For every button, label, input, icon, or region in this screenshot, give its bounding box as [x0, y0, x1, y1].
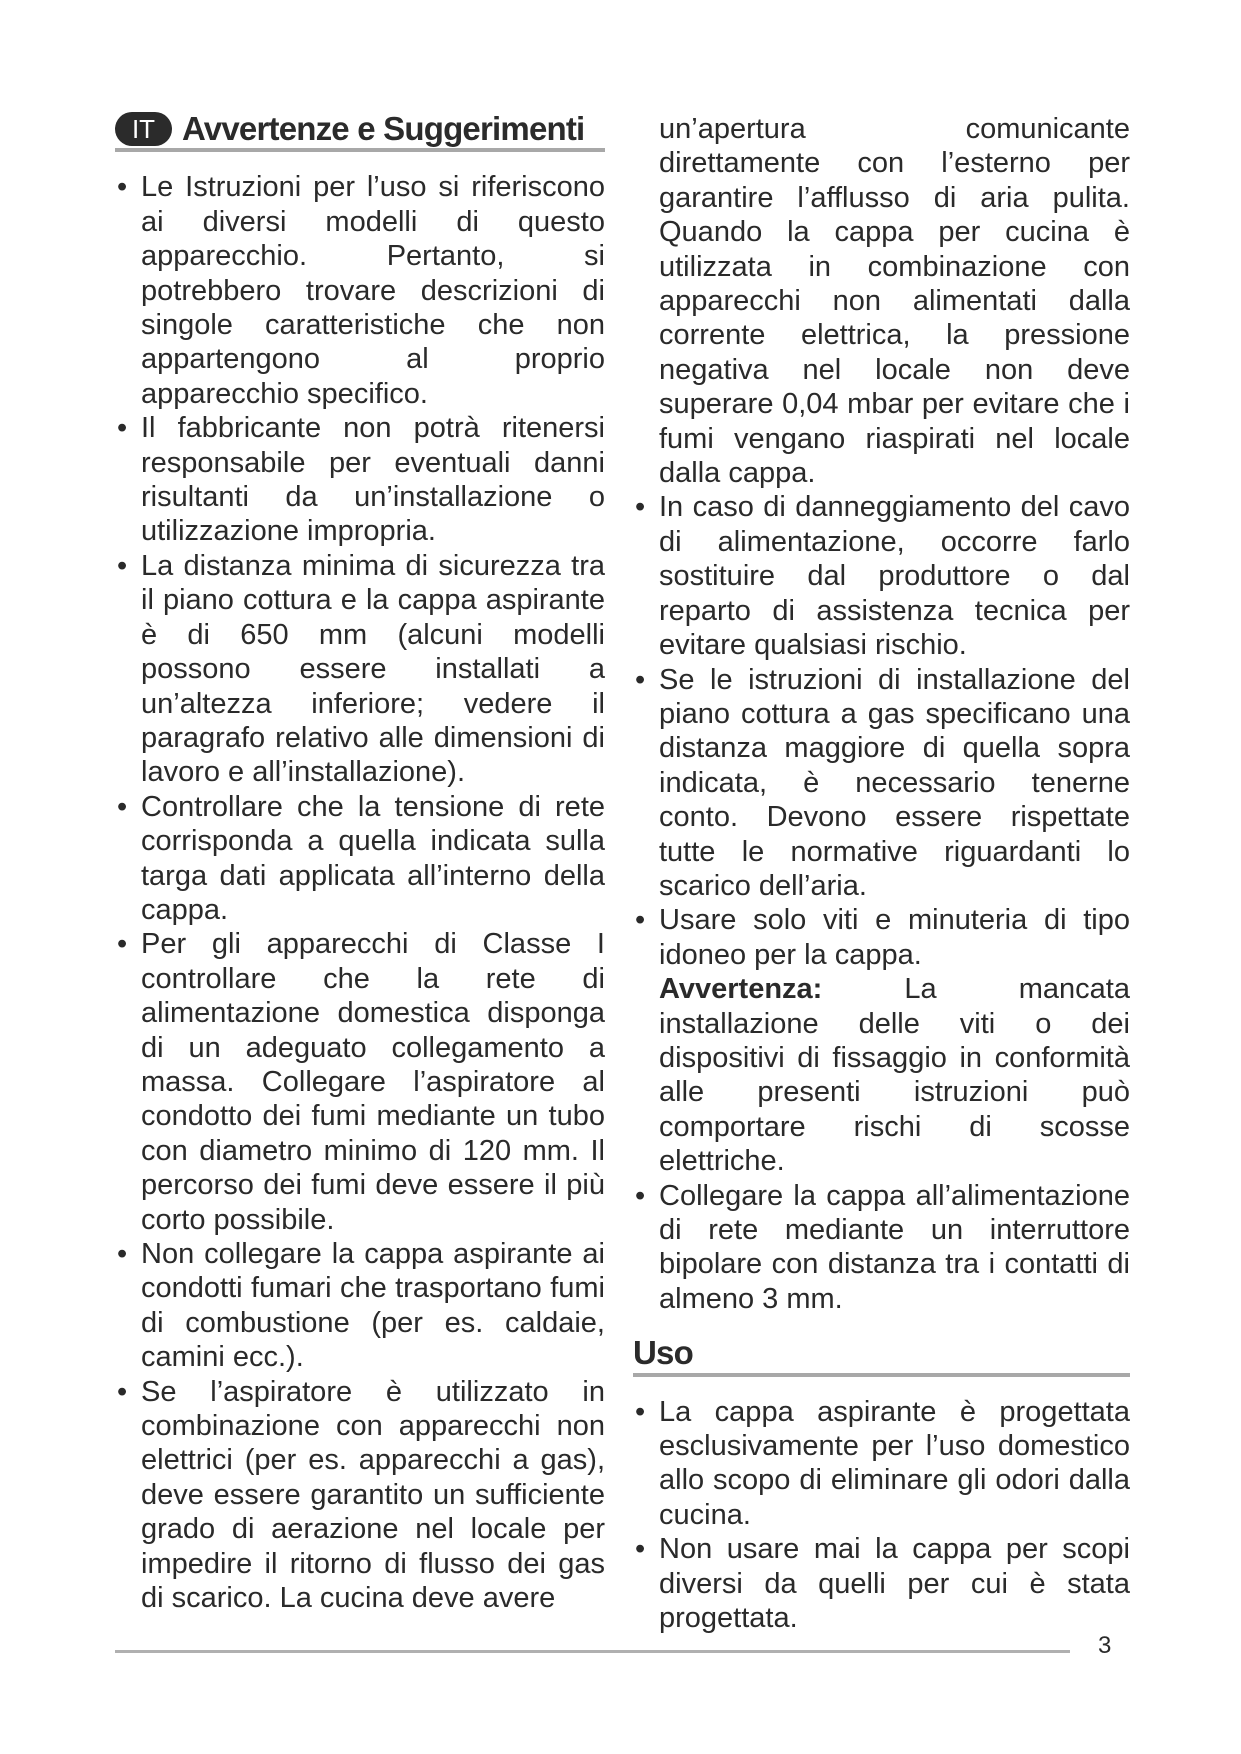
warnings-list-left [115, 170, 605, 1615]
list-item: • Per gli apparecchi di Classe I controllare che la rete di alimentazione domestica disponga di un adeguato collegamento a massa. Collegare l’aspiratore al condotto dei fumi mediante un tubo con diametro minimo di 120 mm. Il percorso dei fumi deve essere il più corto possibile. [115, 927, 605, 1237]
use-list [633, 1395, 1130, 1636]
list-item: • Il fabbricante non potrà ritenersi responsabile per eventuali danni risultanti da un’installazione o utilizzazione impropria. [115, 411, 605, 549]
list-item: • Non usare mai la cappa per scopi diversi da quelli per cui è stata progettata. [633, 1532, 1130, 1635]
list-item: • Usare solo viti e minuteria di tipo idoneo per la cappa. [633, 903, 1130, 972]
section-title-warnings: Avvertenze e Suggerimenti [182, 110, 585, 147]
list-item: • Le Istruzioni per l’uso si riferiscono ai diversi modelli di questo apparecchio. Pertanto, si potrebbero trovare descrizioni di singole caratteristiche che non appartengono al proprio apparecchio specifico. [115, 170, 605, 411]
section-header-use [633, 1336, 1130, 1376]
warnings-list-right [633, 490, 1130, 972]
warning-label: Avvertenza: [659, 973, 823, 1006]
warning-note [633, 972, 1130, 1178]
list-item: • Controllare che la tensione di rete corrisponda a quella indicata sulla targa dati applicata all’interno della cappa. [115, 790, 605, 928]
warnings-list-right-2 [633, 1179, 1130, 1317]
language-badge: IT [115, 112, 172, 146]
warning-text: La mancata installazione delle viti o dei dispositivi di fissaggio in conformità alle presenti istruzioni può comportare rischi di scosse elettriche. [659, 973, 1130, 1178]
footer-divider [115, 1650, 1070, 1653]
list-item: • Collegare la cappa all’alimentazione di rete mediante un interruttore bipolare con distanza tra i contatti di almeno 3 mm. [633, 1179, 1130, 1317]
page-number: 3 [1098, 1632, 1112, 1659]
right-column [633, 112, 1130, 1635]
list-item: • Se le istruzioni di installazione del piano cottura a gas specificano una distanza maggiore di quella sopra indicata, è necessario tenerne conto. Devono essere rispettate tutte le normative riguardanti lo scarico dell’aria. [633, 663, 1130, 904]
list-item: • La distanza minima di sicurezza tra il piano cottura e la cappa aspirante è di 650 mm (alcuni modelli possono essere installati a un’altezza inferiore; vedere il paragrafo relativo alle dimensioni di lavoro e all’installazione). [115, 549, 605, 790]
section-title-use: Uso [633, 1334, 693, 1372]
section-header-warnings [115, 112, 605, 152]
list-item: • Se l’aspiratore è utilizzato in combinazione con apparecchi non elettrici (per es. apparecchi a gas), deve essere garantito un sufficiente grado di aerazione nel locale per impedire il ritorno di flusso dei gas di scarico. La cucina deve avere [115, 1375, 605, 1616]
list-item: • Non collegare la cappa aspirante ai condotti fumari che trasportano fumi di combustione (per es. caldaie, camini ecc.). [115, 1237, 605, 1375]
left-column [115, 112, 605, 1615]
continued-paragraph: un’apertura comunicante direttamente con l’esterno per garantire l’afflusso di aria pulita. Quando la cappa per cucina è utilizzata in combinazione con apparecchi non alimentati dalla corrente elettrica, la pressione negativa nel locale non deve superare 0,04 mbar per evitare che i fumi vengano riaspirati nel locale dalla cappa. [659, 113, 1130, 490]
list-item: • In caso di danneggiamento del cavo di alimentazione, occorre farlo sostituire dal produttore o dal reparto di assistenza tecnica per evitare qualsiasi rischio. [633, 490, 1130, 662]
list-item: • La cappa aspirante è progettata esclusivamente per l’uso domestico allo scopo di eliminare gli odori dalla cucina. [633, 1395, 1130, 1533]
